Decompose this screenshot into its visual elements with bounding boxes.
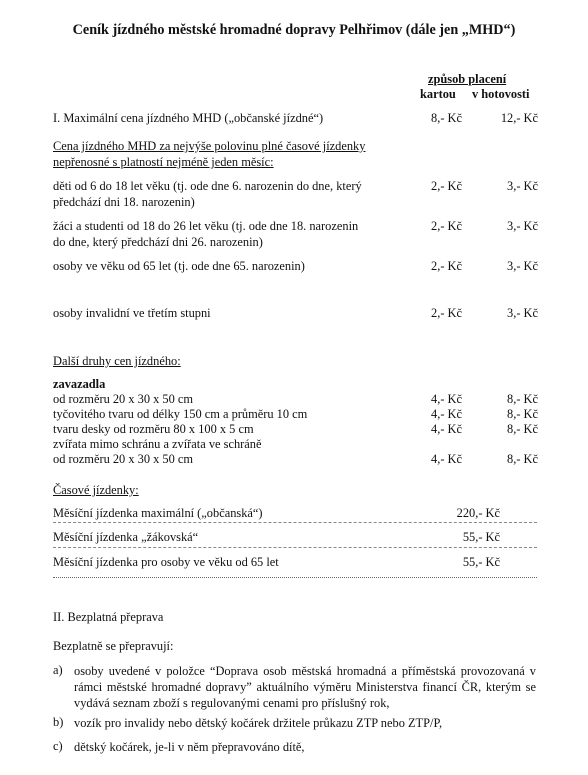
reduced-row-disabled-line1: osoby invalidní ve třetím stupni (53, 306, 211, 320)
list-item-a-marker: a) (53, 663, 63, 677)
half-price-heading-line1: Cena jízdného MHD za nejvýše polovinu plné časové jízdenky (53, 139, 366, 153)
reduced-row-children-line1: děti od 6 do 18 let věku (tj. ode dne 6. narozenin do dne, který (53, 179, 362, 193)
card-column-header: kartou (420, 87, 456, 101)
row-divider (53, 522, 537, 523)
luggage-row-rod: tyčovitého tvaru od délky 150 cm a průměru 10 cm (53, 407, 308, 421)
time-ticket-student: Měsíční jízdenka „žákovská“ (53, 530, 199, 544)
reduced-row-seniors-card: 2,- Kč (431, 259, 462, 273)
half-price-heading-line2: nepřenosné s platností nejméně jeden měsíc: (53, 155, 274, 169)
animals-row-line2: od rozměru 20 x 30 x 50 cm (53, 452, 194, 466)
animals-row-card: 4,- Kč (431, 452, 462, 466)
reduced-row-children-cash: 3,- Kč (507, 179, 538, 193)
reduced-row-students-cash: 3,- Kč (507, 219, 538, 233)
reduced-row-seniors-cash: 3,- Kč (507, 259, 538, 273)
luggage-row-size-cash: 8,- Kč (507, 392, 538, 406)
luggage-heading: zavazadla (53, 377, 106, 391)
time-ticket-student-price: 55,- Kč (462, 530, 500, 544)
luggage-row-size: od rozměru 20 x 30 x 50 cm (53, 392, 194, 406)
list-item-b-text: vozík pro invalidy nebo dětský kočárek držitele průkazu ZTP nebo ZTP/P, (74, 716, 443, 730)
free-transport-intro: Bezplatně se přepravují: (53, 639, 174, 653)
list-item-b-marker: b) (53, 715, 64, 729)
luggage-row-rod-cash: 8,- Kč (507, 407, 538, 421)
reduced-row-children-line2: předchází dni 18. narozenin) (53, 195, 195, 209)
time-ticket-citizen-price: 220,- Kč (456, 506, 500, 520)
max-price-cash: 12,- Kč (500, 111, 538, 125)
list-item-c-text: dětský kočárek, je-li v něm přepravováno dítě, (74, 740, 305, 754)
reduced-row-students-card: 2,- Kč (431, 219, 462, 233)
time-ticket-senior-price: 55,- Kč (462, 555, 500, 569)
luggage-row-rod-card: 4,- Kč (431, 407, 462, 421)
max-price-card: 8,- Kč (431, 111, 462, 125)
section-separator (53, 577, 537, 578)
luggage-row-size-card: 4,- Kč (431, 392, 462, 406)
payment-method-header: způsob placení (428, 72, 507, 86)
document-title: Ceník jízdného městské hromadné dopravy Pelhřimov (dále jen „MHD“) (72, 22, 516, 38)
animals-row-line1: zvířata mimo schránu a zvířata ve schráně (53, 437, 262, 451)
time-ticket-senior: Měsíční jízdenka pro osoby ve věku od 65 let (53, 555, 279, 569)
time-ticket-citizen: Měsíční jízdenka maximální („občanská“) (53, 506, 263, 520)
time-tickets-heading: Časové jízdenky: (53, 483, 139, 497)
reduced-row-children-card: 2,- Kč (431, 179, 462, 193)
animals-row-cash: 8,- Kč (507, 452, 538, 466)
cash-column-header: v hotovosti (472, 87, 530, 101)
reduced-row-disabled-cash: 3,- Kč (507, 306, 538, 320)
list-item-a-text: osoby uvedené v položce “Doprava osob městská hromadná a příměstská provozovaná v rámci městské hromadné dopravy” aktuálního výměru Ministerstva financí ČR, kterým se vydává seznam zboží s regulovanými cenami pro příslušný rok, (74, 664, 536, 710)
luggage-row-board: tvaru desky od rozměru 80 x 100 x 5 cm (53, 422, 254, 436)
luggage-row-board-card: 4,- Kč (431, 422, 462, 436)
other-fares-heading: Další druhy cen jízdného: (53, 354, 181, 368)
luggage-row-board-cash: 8,- Kč (507, 422, 538, 436)
row-divider (53, 547, 537, 548)
reduced-row-disabled-card: 2,- Kč (431, 306, 462, 320)
list-item-c-marker: c) (53, 739, 63, 753)
reduced-row-students-line1: žáci a studenti od 18 do 26 let věku (tj. ode dne 18. narozenin (53, 219, 359, 233)
reduced-row-seniors-line1: osoby ve věku od 65 let (tj. ode dne 65. narozenin) (53, 259, 305, 273)
section-2-heading: II. Bezplatná přeprava (53, 610, 164, 624)
reduced-row-students-line2: do dne, který předchází dni 26. narozenin) (53, 235, 263, 249)
section-1-heading: I. Maximální cena jízdného MHD („občanské jízdné“) (53, 111, 324, 125)
